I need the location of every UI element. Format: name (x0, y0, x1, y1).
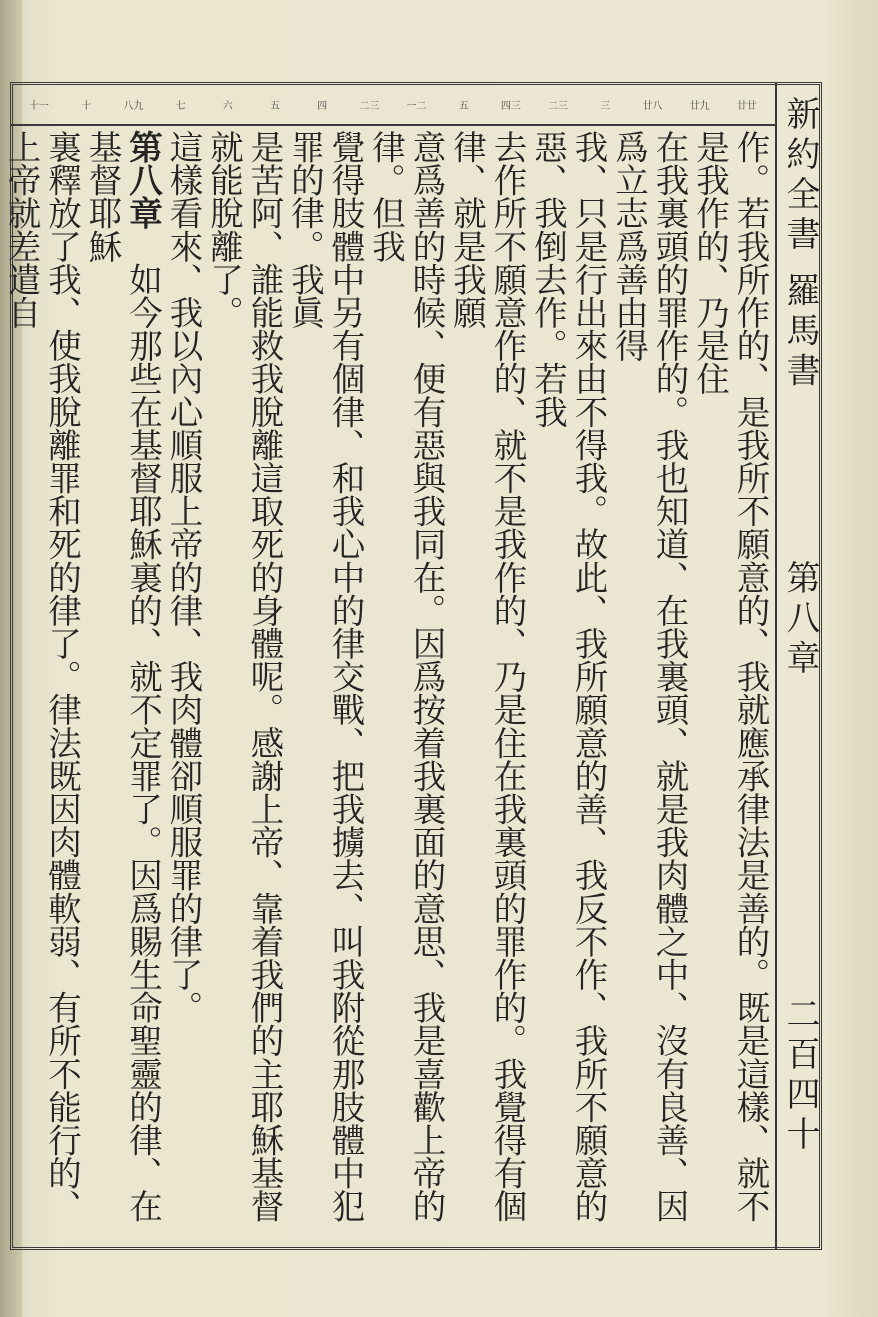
book-title: 新約全書 (780, 96, 820, 256)
text-column: 作。若我所作的、是我所不願意的、我就應承律法是善的。既是這樣、就不是我作的、乃是住 (690, 130, 770, 1223)
text-column: 在我裏頭的罪作的。我也知道、在我裏頭、就是我肉體之中、沒有良善、因爲立志爲善由得 (609, 130, 689, 1223)
verse-marker: 五 (269, 100, 280, 112)
text-column: 去作所不願意作的、就不是我作的、乃是住在我裏頭的罪作的。我覺得有個律、就是我願 (447, 130, 527, 1223)
text-column: 我、只是行出來由不得我。故此、我所願意的善、我反不作、我所不願意的惡、我倒去作。若我 (528, 130, 608, 1223)
text-column: 意爲善的時候、便有惡與我同在。因爲按着我裏面的意思、我是喜歡上帝的律。但我 (366, 130, 446, 1223)
text-run: 如今那些在基督耶穌裏的、就不定罪了。因爲賜生命聖靈的律、在基督耶穌 (83, 130, 163, 1223)
verse-marker: 廿廿 (736, 100, 757, 112)
scripture-body (2, 130, 770, 1242)
verse-marker: 六 (222, 100, 233, 112)
verse-marker: 二三 (548, 100, 569, 112)
text-column: 覺得肢體中另有個律、和我心中的律交戰、把我擄去、叫我附從那肢體中犯罪的律。我眞 (285, 130, 365, 1223)
verse-marker: 三 (600, 100, 611, 112)
text-column (0, 130, 1, 1242)
verse-marker: 二三 (359, 100, 380, 112)
running-head-book (778, 96, 822, 393)
header-rule (10, 124, 775, 126)
verse-marker: 廿八 (642, 100, 663, 112)
text-column: 是苦阿、誰能救我脫離這取死的身體呢。感謝上帝、靠着我們的主耶穌基督就能脫離了。 (204, 130, 284, 1223)
side-margin-rule (775, 82, 777, 1250)
verse-number-strip (18, 90, 768, 118)
chapter-heading: 第八章 (123, 130, 163, 230)
verse-marker: 七 (175, 100, 186, 112)
text-column: 裏釋放了我、使我脫離罪和死的律了。律法既因肉體軟弱、有所不能行的、上帝就差遣自 (2, 130, 82, 1223)
chapter-paragraph (82, 130, 163, 1242)
verse-marker: 十一 (29, 100, 49, 112)
verse-marker: 四三 (500, 100, 521, 112)
verse-marker: 八九 (123, 100, 144, 112)
running-head-chapter: 第八章 (780, 560, 820, 680)
page-number: 二百四十 (780, 996, 820, 1156)
verse-marker: 十 (81, 100, 92, 112)
verse-marker: 四 (317, 100, 328, 112)
book-name: 羅馬書 (780, 272, 820, 393)
verse-marker: 廿九 (689, 100, 710, 112)
verse-marker: 一二 (406, 100, 427, 112)
verse-marker: 五 (458, 100, 469, 112)
text-column: 這樣看來、我以內心順服上帝的律、我肉體卻順服罪的律了。 (164, 130, 203, 1024)
